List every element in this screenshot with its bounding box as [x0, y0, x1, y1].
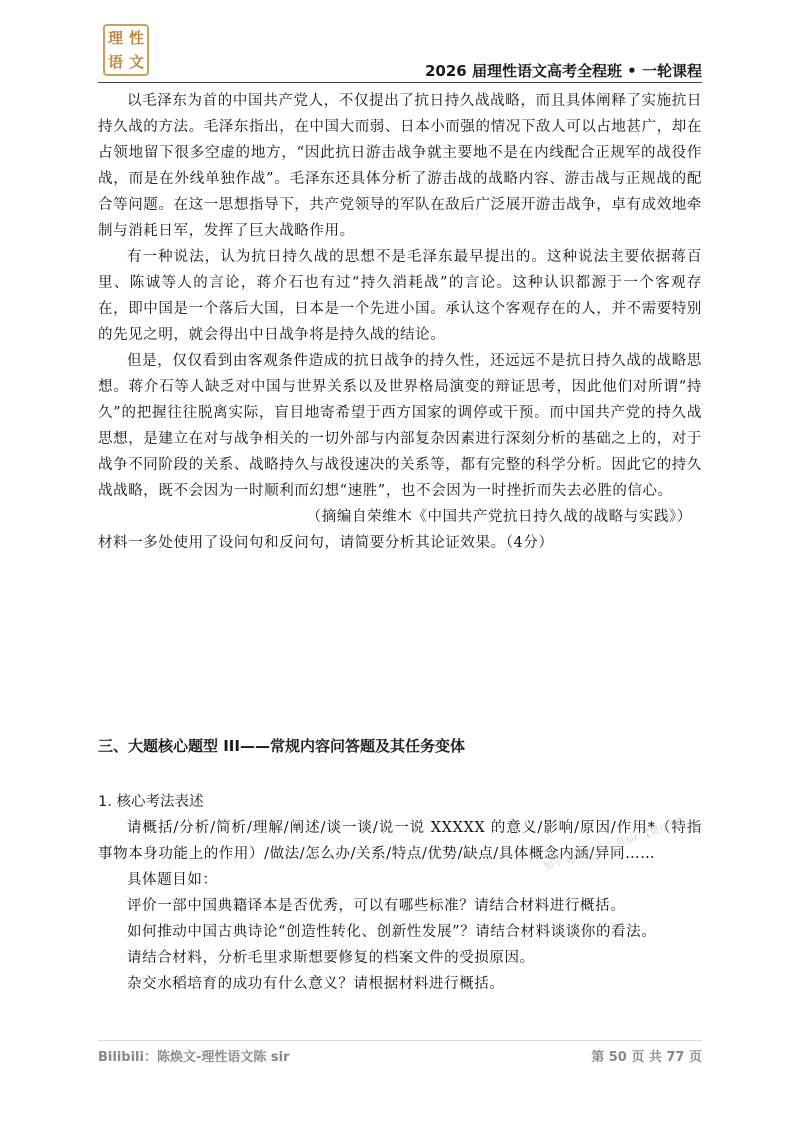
header-divider	[98, 82, 702, 83]
material-question: 材料一多处使用了设问句和反问句，请简要分析其论证效果。（4分）	[98, 535, 554, 551]
page-header-title: 2026 届理性语文高考全程班 • 一轮课程	[424, 62, 702, 80]
core-expression: 请概括/分析/简析/理解/阐述/谈一谈/说一说 XXXXX 的意义/影响/原因/作用*（特指事物本身功能上的作用）/做法/怎么办/关系/特点/优势/缺点/具体概念内涵/异同……	[98, 820, 702, 862]
footer-credit: Bilibili：陈焕文-理性语文陈 sir	[98, 1050, 290, 1065]
example-item: 杂交水稻培育的成功有什么意义？请根据材料进行概括。	[127, 976, 505, 992]
examples-label: 具体题目如：	[127, 872, 218, 888]
logo-char: 语	[107, 52, 123, 71]
logo-char: 性	[128, 28, 144, 47]
page-number: 第 50 页 共 77 页	[591, 1050, 702, 1065]
example-item: 评价一部中国典籍译本是否优秀，可以有哪些标准？请结合材料进行概括。	[127, 898, 626, 914]
material-paragraph-2: 有一种说法，认为抗日持久战的思想不是毛泽东最早提出的。这种说法主要依据蒋百里、陈诚等人的言论，蒋介石也有过“持久消耗战”的言论。这种认识都源于一个客观存在，即中国是一个落后大国，日本是一个先进小国。承认这个客观存在的人，并不需要特别的先见之明，就会得出中日战争将是持久战的结论。	[98, 249, 702, 343]
material-block	[98, 88, 702, 556]
brand-logo	[103, 24, 149, 76]
material-source: （摘编自荣维木《中国共产党抗日持久战的战略与实践》）	[306, 509, 692, 525]
watermark: 知乎 @理性语文 陈sir 【微信号】	[542, 815, 691, 874]
section-heading: 三、大题核心题型 III——常规内容问答题及其任务变体	[98, 737, 465, 755]
logo-char: 理	[107, 28, 123, 47]
material-paragraph-1: 以毛泽东为首的中国共产党人，不仅提出了抗日持久战战略，而且具体阐释了实施抗日持久战的方法。毛泽东指出，在中国大而弱、日本小而强的情况下敌人可以占地甚广，却在占领地留下很多空虚的地方，“因此抗日游击战争就主要地不是在内线配合正规军的战役作战，而是在外线单独作战”。毛泽东还具体分析了游击战的战略内容、游击战与正规战的配合等问题。在这一思想指导下，共产党领导的军队在敌后广泛展开游击战争，卓有成效地牵制与消耗日军，发挥了巨大战略作用。	[98, 93, 702, 239]
footer-divider	[98, 1040, 702, 1041]
material-paragraph-3: 但是，仅仅看到由客观条件造成的抗日战争的持久性，还远远不是抗日持久战的战略思想。蒋介石等人缺乏对中国与世界关系以及世界格局演变的辩证思考，因此他们对所谓“持久”的把握往往脱离实际，盲目地寄希望于西方国家的调停或干预。而中国共产党的持久战思想，是建立在对与战争相关的一切外部与内部复杂因素进行深刻分析的基础之上的，对于战争不同阶段的关系、战略持久与战役速决的关系等，都有完整的科学分析。因此它的持久战战略，既不会因为一时顺利而幻想“速胜”，也不会因为一时挫折而失去必胜的信心。	[98, 353, 702, 499]
example-item: 请结合材料，分析毛里求斯想要修复的档案文件的受损原因。	[127, 950, 535, 966]
example-item: 如何推动中国古典诗论“创造性转化、创新性发展”？请结合材料谈谈你的看法。	[127, 924, 657, 940]
section-subheading: 1. 核心考法表述	[98, 794, 204, 810]
logo-char: 文	[128, 52, 144, 71]
